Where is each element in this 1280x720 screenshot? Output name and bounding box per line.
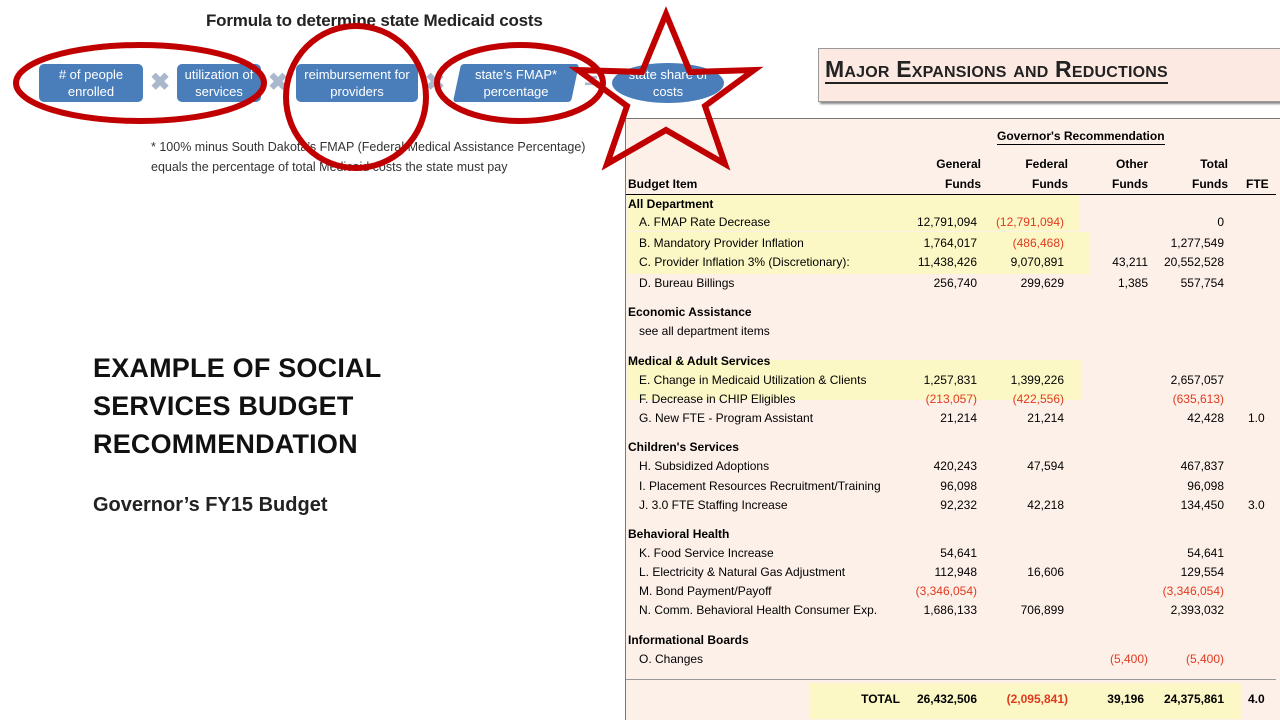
budget-item-label: O. Changes xyxy=(639,652,704,666)
budget-item-label: B. Mandatory Provider Inflation xyxy=(639,236,804,250)
total-general: 26,432,506 xyxy=(916,692,977,706)
cell-total: (5,400) xyxy=(1185,652,1224,666)
col-header-total: Total xyxy=(1200,157,1228,171)
cell-general: (3,346,054) xyxy=(915,584,977,598)
total-divider xyxy=(626,679,1276,680)
total-label: TOTAL xyxy=(861,692,900,706)
total-total: 24,375,861 xyxy=(1163,692,1224,706)
cell-general: 420,243 xyxy=(933,459,977,473)
budget-item-label: N. Comm. Behavioral Health Consumer Exp. xyxy=(639,603,878,617)
col-header-general: General xyxy=(936,157,981,171)
cell-federal: (12,791,094) xyxy=(995,215,1064,229)
cell-federal: (422,556) xyxy=(1012,392,1064,406)
cell-federal: 1,399,226 xyxy=(1010,373,1064,387)
budget-item-label: E. Change in Medicaid Utilization & Clients xyxy=(639,373,867,387)
col-header-item: Budget Item xyxy=(628,177,698,191)
cell-fte: 3.0 xyxy=(1248,498,1265,512)
budget-item-label: F. Decrease in CHIP Eligibles xyxy=(639,392,796,406)
col-header-federal: Funds xyxy=(1032,177,1068,191)
cell-other: 1,385 xyxy=(1117,276,1148,290)
cell-general: 112,948 xyxy=(934,565,977,579)
cell-total: 54,641 xyxy=(1187,546,1224,560)
budget-item-label: A. FMAP Rate Decrease xyxy=(639,215,771,229)
col-header-fte: FTE xyxy=(1246,177,1269,191)
multiply-icon: ✖ xyxy=(425,69,446,96)
col-header-total: Funds xyxy=(1192,177,1228,191)
budget-item-label: K. Food Service Increase xyxy=(639,546,774,560)
cell-federal: 47,594 xyxy=(1027,459,1064,473)
cell-total: 2,657,057 xyxy=(1170,373,1224,387)
cell-total: 2,393,032 xyxy=(1170,603,1224,617)
section-heading: Major Expansions and Reductions xyxy=(825,56,1168,82)
col-header-other: Funds xyxy=(1112,177,1148,191)
cell-general: 21,214 xyxy=(940,411,977,425)
total-federal: (2,095,841) xyxy=(1006,692,1068,706)
formula-title: Formula to determine state Medicaid costs xyxy=(206,11,543,30)
fmap-footnote: * 100% minus South Dakota’s FMAP (Federal Medical Assistance Percentage) equals the percentage of total Medicaid costs the state must pay xyxy=(151,140,586,174)
budget-item-label: D. Bureau Billings xyxy=(639,276,735,290)
budget-item-label: J. 3.0 FTE Staffing Increase xyxy=(639,498,788,512)
cell-total: 20,552,528 xyxy=(1163,255,1224,269)
cell-general: 1,257,831 xyxy=(923,373,977,387)
budget-item-label: H. Subsidized Adoptions xyxy=(639,459,770,473)
cell-federal: 16,606 xyxy=(1027,565,1064,579)
cell-general: 96,098 xyxy=(940,479,977,493)
cell-federal: 299,629 xyxy=(1020,276,1064,290)
cell-total: 96,098 xyxy=(1187,479,1224,493)
header-divider xyxy=(626,194,1276,195)
section-label: Economic Assistance xyxy=(628,305,752,319)
formula-box-people-enrolled: # of people enrolled xyxy=(39,64,143,102)
cell-fte: 1.0 xyxy=(1248,411,1265,425)
section-label: Informational Boards xyxy=(628,633,749,647)
cell-general: 54,641 xyxy=(940,546,977,560)
budget-item-label: G. New FTE - Program Assistant xyxy=(639,411,814,425)
multiply-icon: ✖ xyxy=(268,69,289,96)
cell-general: 92,232 xyxy=(940,498,977,512)
governors-recommendation-header: Governor's Recommendation xyxy=(997,129,1165,143)
cell-total: (3,346,054) xyxy=(1162,584,1224,598)
cell-general: 1,686,133 xyxy=(923,603,977,617)
formula-box-state-share: state share of costs xyxy=(612,63,724,103)
cell-general: 256,740 xyxy=(933,276,977,290)
slide-title: EXAMPLE OF SOCIAL SERVICES BUDGET RECOMMENDATION xyxy=(93,353,382,459)
cell-federal: 706,899 xyxy=(1020,603,1064,617)
total-fte: 4.0 xyxy=(1248,692,1265,706)
cell-other: 43,211 xyxy=(1112,255,1148,269)
cell-federal: 42,218 xyxy=(1027,498,1064,512)
cell-general: 11,438,426 xyxy=(917,255,977,269)
cell-total: 134,450 xyxy=(1180,498,1224,512)
section-label: Medical & Adult Services xyxy=(628,354,771,368)
col-header-general: Funds xyxy=(945,177,981,191)
cell-total: 129,554 xyxy=(1180,565,1224,579)
cell-federal: (486,468) xyxy=(1012,236,1064,250)
budget-item-label: I. Placement Resources Recruitment/Training xyxy=(639,479,881,493)
multiply-icon: ✖ xyxy=(150,69,171,96)
total-other: 39,196 xyxy=(1107,692,1144,706)
slide-subtitle: Governor’s FY15 Budget xyxy=(93,494,328,516)
formula-box-reimbursement: reimbursement for providers xyxy=(296,64,418,102)
formula-box-utilization: utilization of services xyxy=(177,64,261,102)
cell-federal: 9,070,891 xyxy=(1010,255,1064,269)
col-header-federal: Federal xyxy=(1025,157,1068,171)
cell-other: (5,400) xyxy=(1109,652,1148,666)
cell-general: 1,764,017 xyxy=(923,236,977,250)
budget-item-label: L. Electricity & Natural Gas Adjustment xyxy=(639,565,846,579)
cell-total: (635,613) xyxy=(1172,392,1224,406)
cell-total: 0 xyxy=(1217,215,1224,229)
section-label: All Department xyxy=(628,197,714,211)
cell-federal: 21,214 xyxy=(1027,411,1064,425)
section-label: Children's Services xyxy=(628,440,739,454)
budget-item-label: see all department items xyxy=(639,324,770,338)
budget-item-label: C. Provider Inflation 3% (Discretionary): xyxy=(639,255,850,269)
cell-total: 1,277,549 xyxy=(1170,236,1224,250)
cell-general: 12,791,094 xyxy=(916,215,977,229)
cell-total: 557,754 xyxy=(1180,276,1224,290)
cell-total: 467,837 xyxy=(1180,459,1224,473)
cell-general: (213,057) xyxy=(925,392,977,406)
budget-item-label: M. Bond Payment/Payoff xyxy=(639,584,772,598)
formula-box-fmap: state’s FMAP* percentage xyxy=(453,64,579,102)
section-label: Behavioral Health xyxy=(628,527,730,541)
cell-total: 42,428 xyxy=(1187,411,1224,425)
equals-icon: = xyxy=(584,68,599,95)
col-header-other: Other xyxy=(1115,157,1148,171)
